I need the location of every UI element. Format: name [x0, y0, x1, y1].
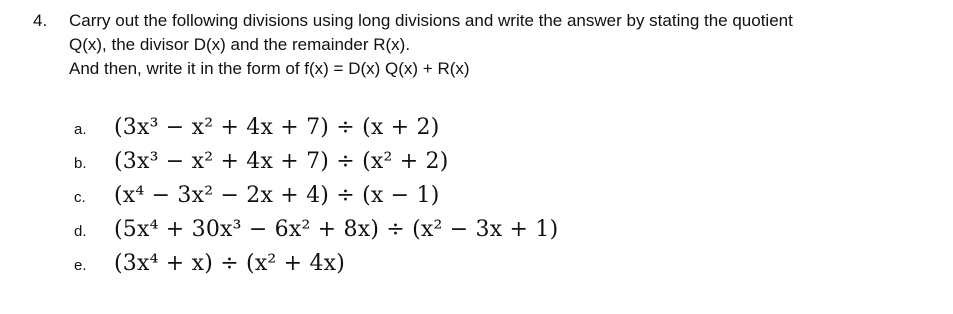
list-item-a — [74, 113, 894, 147]
question-number: 4. — [33, 11, 48, 30]
division-expression-e: (3x⁴ + x) ÷ (x² + 4x) — [114, 251, 346, 276]
list-item-d — [74, 215, 894, 249]
division-list — [74, 113, 894, 283]
list-item-e — [74, 249, 894, 283]
division-expression-a: (3x³ − x² + 4x + 7) ÷ (x + 2) — [114, 115, 440, 140]
item-label-c: c. — [74, 189, 86, 206]
list-item-b — [74, 147, 894, 181]
division-expression-b: (3x³ − x² + 4x + 7) ÷ (x² + 2) — [114, 149, 449, 174]
item-label-b: b. — [74, 155, 87, 172]
question-line-3: And then, write it in the form of f(x) = D(x) Q(x) + R(x) — [69, 59, 470, 78]
question-line-2: Q(x), the divisor D(x) and the remainder R(x). — [69, 35, 411, 54]
question-text — [69, 9, 929, 81]
division-expression-c: (x⁴ − 3x² − 2x + 4) ÷ (x − 1) — [114, 183, 440, 208]
item-label-d: d. — [74, 223, 87, 240]
list-item-c — [74, 181, 894, 215]
item-label-a: a. — [74, 121, 87, 138]
item-label-e: e. — [74, 257, 87, 274]
division-expression-d: (5x⁴ + 30x³ − 6x² + 8x) ÷ (x² − 3x + 1) — [114, 217, 559, 242]
question-line-1: Carry out the following divisions using long divisions and write the answer by stating the quotient — [69, 11, 793, 30]
